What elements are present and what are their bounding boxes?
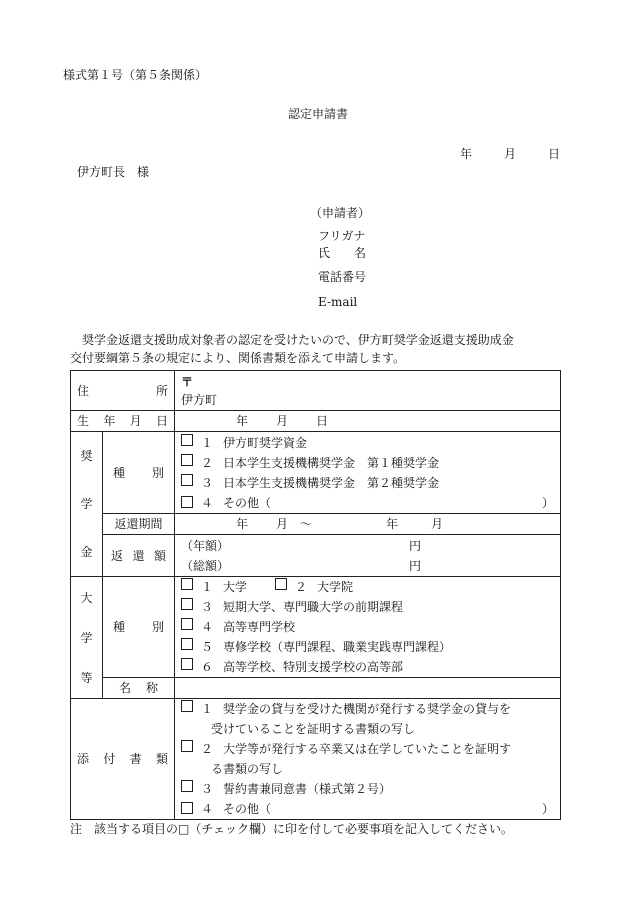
option-text: その他（ bbox=[223, 495, 272, 510]
birth-label-char-3: 月 bbox=[129, 414, 142, 428]
option-number: ２ bbox=[295, 580, 308, 594]
date-year: 年 bbox=[460, 147, 473, 161]
university-option-5[interactable] bbox=[181, 637, 554, 657]
repayment-amount-field[interactable] bbox=[175, 535, 561, 577]
yen-unit: 円 bbox=[409, 538, 422, 553]
university-option-1[interactable] bbox=[181, 577, 554, 597]
addressee: 伊方町長 様 bbox=[77, 165, 150, 179]
attachments-options bbox=[175, 699, 561, 820]
repayment-amount-row bbox=[71, 535, 561, 577]
checkbox[interactable] bbox=[181, 700, 193, 712]
scholarship-option-3[interactable] bbox=[181, 473, 554, 493]
name-char-1: 名 bbox=[119, 681, 132, 695]
birth-label-char-2: 年 bbox=[103, 414, 116, 428]
scholarship-type-row bbox=[71, 432, 561, 514]
scholarship-char-3: 金 bbox=[80, 545, 93, 559]
checkbox[interactable] bbox=[181, 578, 193, 590]
university-char-1: 大 bbox=[80, 590, 93, 605]
name-char-2: 称 bbox=[145, 681, 158, 695]
birth-label-char-1: 生 bbox=[77, 414, 90, 428]
total-label: （総額） bbox=[181, 558, 230, 573]
intro-line-2: 交付要綱第５条の規定により、関係書類を添えて申請します。 bbox=[70, 351, 406, 365]
birth-row bbox=[71, 411, 561, 432]
option-text: 高等専門学校 bbox=[223, 620, 296, 634]
university-char-2: 学 bbox=[80, 630, 93, 645]
scholarship-type-label bbox=[103, 432, 175, 514]
option-number: １ bbox=[201, 580, 214, 594]
attachment-option-1[interactable] bbox=[181, 699, 554, 719]
period-month-1: 月 ～ bbox=[276, 517, 313, 532]
option-text: 日本学生支援機構奨学金 第１種奨学金 bbox=[223, 455, 440, 470]
birth-month: 月 bbox=[276, 414, 289, 428]
university-char-3: 等 bbox=[80, 670, 93, 685]
university-type-options bbox=[175, 577, 561, 678]
option-text: 伊方町奨学資金 bbox=[223, 435, 308, 450]
annual-label: （年額） bbox=[181, 538, 230, 553]
postal-mark: 〒 bbox=[181, 374, 194, 389]
option-text: 奨学金の貸与を受けた機関が発行する奨学金の貸与を bbox=[223, 702, 512, 716]
option-text: 大学等が発行する卒業又は在学していたことを証明す bbox=[223, 742, 512, 756]
checkbox[interactable] bbox=[181, 638, 193, 650]
checkbox[interactable] bbox=[181, 496, 193, 508]
period-year-1: 年 bbox=[236, 517, 249, 532]
option-text: その他（ bbox=[223, 802, 272, 816]
period-month-2: 月 bbox=[431, 517, 444, 532]
checkbox[interactable] bbox=[181, 780, 193, 792]
option-text-cont: る書類の写し bbox=[211, 762, 284, 776]
applicant-furigana-label: フリガナ bbox=[318, 229, 366, 243]
checkbox[interactable] bbox=[181, 474, 193, 486]
option-text: 高等学校、特別支援学校の高等部 bbox=[223, 660, 404, 674]
close-paren: ） bbox=[541, 802, 554, 816]
total-amount[interactable] bbox=[181, 556, 554, 576]
amount-char-2: 還 bbox=[132, 548, 145, 563]
option-number: ３ bbox=[201, 600, 214, 614]
scholarship-char-2: 学 bbox=[80, 497, 93, 511]
school-name-field[interactable] bbox=[175, 678, 561, 699]
birth-label bbox=[71, 411, 175, 432]
birth-label-char-4: 日 bbox=[155, 414, 168, 428]
attach-char-1: 添 bbox=[77, 752, 90, 766]
university-option-6[interactable] bbox=[181, 657, 554, 677]
university-group-label bbox=[71, 577, 103, 699]
option-number: ４ bbox=[201, 802, 214, 816]
birth-year: 年 bbox=[236, 414, 249, 428]
checkbox[interactable] bbox=[181, 802, 193, 814]
university-type-label bbox=[103, 577, 175, 678]
period-year-2: 年 bbox=[386, 517, 399, 532]
scholarship-option-4[interactable] bbox=[181, 493, 554, 513]
attachments-row bbox=[71, 699, 561, 820]
yen-unit: 円 bbox=[409, 558, 422, 573]
school-name-label bbox=[103, 678, 175, 699]
option-number: ４ bbox=[201, 620, 214, 634]
address-town: 伊方町 bbox=[181, 392, 218, 407]
repayment-period-label: 返還期間 bbox=[103, 514, 175, 535]
type-char-2: 別 bbox=[151, 620, 164, 634]
date-line bbox=[460, 147, 560, 161]
application-table bbox=[70, 370, 561, 820]
option-number: ３ bbox=[201, 475, 214, 490]
page-title: 認定申請書 bbox=[288, 107, 349, 121]
option-number: １ bbox=[201, 702, 214, 716]
address-label-char-2: 所 bbox=[155, 383, 168, 398]
applicant-name-label: 氏 名 bbox=[318, 246, 367, 260]
attach-char-4: 類 bbox=[155, 752, 168, 766]
type-char-2: 別 bbox=[151, 465, 164, 480]
option-number: ４ bbox=[201, 495, 214, 510]
address-label bbox=[71, 371, 175, 411]
scholarship-type-options bbox=[175, 432, 561, 514]
attachments-label bbox=[71, 699, 175, 820]
scholarship-option-2[interactable] bbox=[181, 453, 554, 473]
checkbox[interactable] bbox=[181, 434, 193, 446]
option-text: 大学院 bbox=[317, 580, 354, 594]
applicant-email-label: E-mail bbox=[318, 295, 358, 309]
option-number: １ bbox=[201, 435, 214, 450]
university-type-row bbox=[71, 577, 561, 678]
applicant-heading: （申請者） bbox=[310, 206, 371, 220]
attachment-option-4[interactable] bbox=[181, 799, 554, 819]
attach-char-3: 書 bbox=[129, 752, 142, 766]
university-option-4[interactable] bbox=[181, 617, 554, 637]
checkbox[interactable] bbox=[181, 740, 193, 752]
option-number: ３ bbox=[201, 782, 214, 796]
option-text: 大学 bbox=[223, 580, 248, 594]
amount-char-3: 額 bbox=[153, 548, 166, 563]
attach-char-2: 付 bbox=[103, 752, 116, 766]
birth-field[interactable] bbox=[175, 411, 561, 432]
checkbox[interactable] bbox=[181, 454, 193, 466]
checkbox[interactable] bbox=[181, 618, 193, 630]
university-option-3[interactable] bbox=[181, 597, 554, 617]
address-row bbox=[71, 371, 561, 411]
applicant-phone-label: 電話番号 bbox=[318, 270, 367, 284]
checkbox[interactable] bbox=[181, 598, 193, 610]
address-field[interactable] bbox=[175, 371, 561, 411]
option-text: 日本学生支援機構奨学金 第２種奨学金 bbox=[223, 475, 440, 490]
option-text: 誓約書兼同意書（様式第２号） bbox=[223, 782, 392, 796]
repayment-amount-label bbox=[103, 535, 175, 577]
date-day: 日 bbox=[547, 147, 560, 161]
school-name-row bbox=[71, 678, 561, 699]
address-label-char-1: 住 bbox=[77, 383, 90, 398]
repayment-period-field[interactable] bbox=[175, 514, 561, 535]
annual-amount[interactable] bbox=[181, 536, 554, 556]
option-number: ５ bbox=[201, 640, 214, 654]
type-char-1: 種 bbox=[113, 620, 126, 634]
option-text: 専修学校（専門課程、職業実践専門課程） bbox=[223, 640, 452, 654]
type-char-1: 種 bbox=[113, 465, 126, 480]
scholarship-char-1: 奨 bbox=[80, 449, 93, 463]
option-number: ６ bbox=[201, 660, 214, 674]
option-number: ２ bbox=[201, 742, 214, 756]
option-number: ２ bbox=[201, 455, 214, 470]
repayment-period-row bbox=[71, 514, 561, 535]
checkbox[interactable] bbox=[181, 658, 193, 670]
date-month: 月 bbox=[503, 147, 516, 161]
footnote: 注 該当する項目の□（チェック欄）に印を付して必要事項を記入してください。 bbox=[70, 822, 513, 836]
intro-line-1: 奨学金返還支援助成対象者の認定を受けたいので、伊方町奨学金返還支援助成金 bbox=[70, 333, 514, 347]
close-paren: ） bbox=[541, 495, 554, 510]
amount-char-1: 返 bbox=[111, 548, 124, 563]
attachment-option-2-cont bbox=[181, 759, 554, 779]
scholarship-option-1[interactable] bbox=[181, 433, 554, 453]
scholarship-group-label bbox=[71, 432, 103, 577]
checkbox[interactable] bbox=[275, 578, 287, 590]
form-number: 様式第１号（第５条関係） bbox=[63, 68, 208, 82]
option-text: 短期大学、専門職大学の前期課程 bbox=[223, 600, 404, 614]
option-text-cont: 受けていることを証明する書類の写し bbox=[211, 722, 416, 736]
attachment-option-1-cont bbox=[181, 719, 554, 739]
attachment-option-2[interactable] bbox=[181, 739, 554, 759]
birth-day: 日 bbox=[316, 414, 329, 428]
attachment-option-3[interactable] bbox=[181, 779, 554, 799]
